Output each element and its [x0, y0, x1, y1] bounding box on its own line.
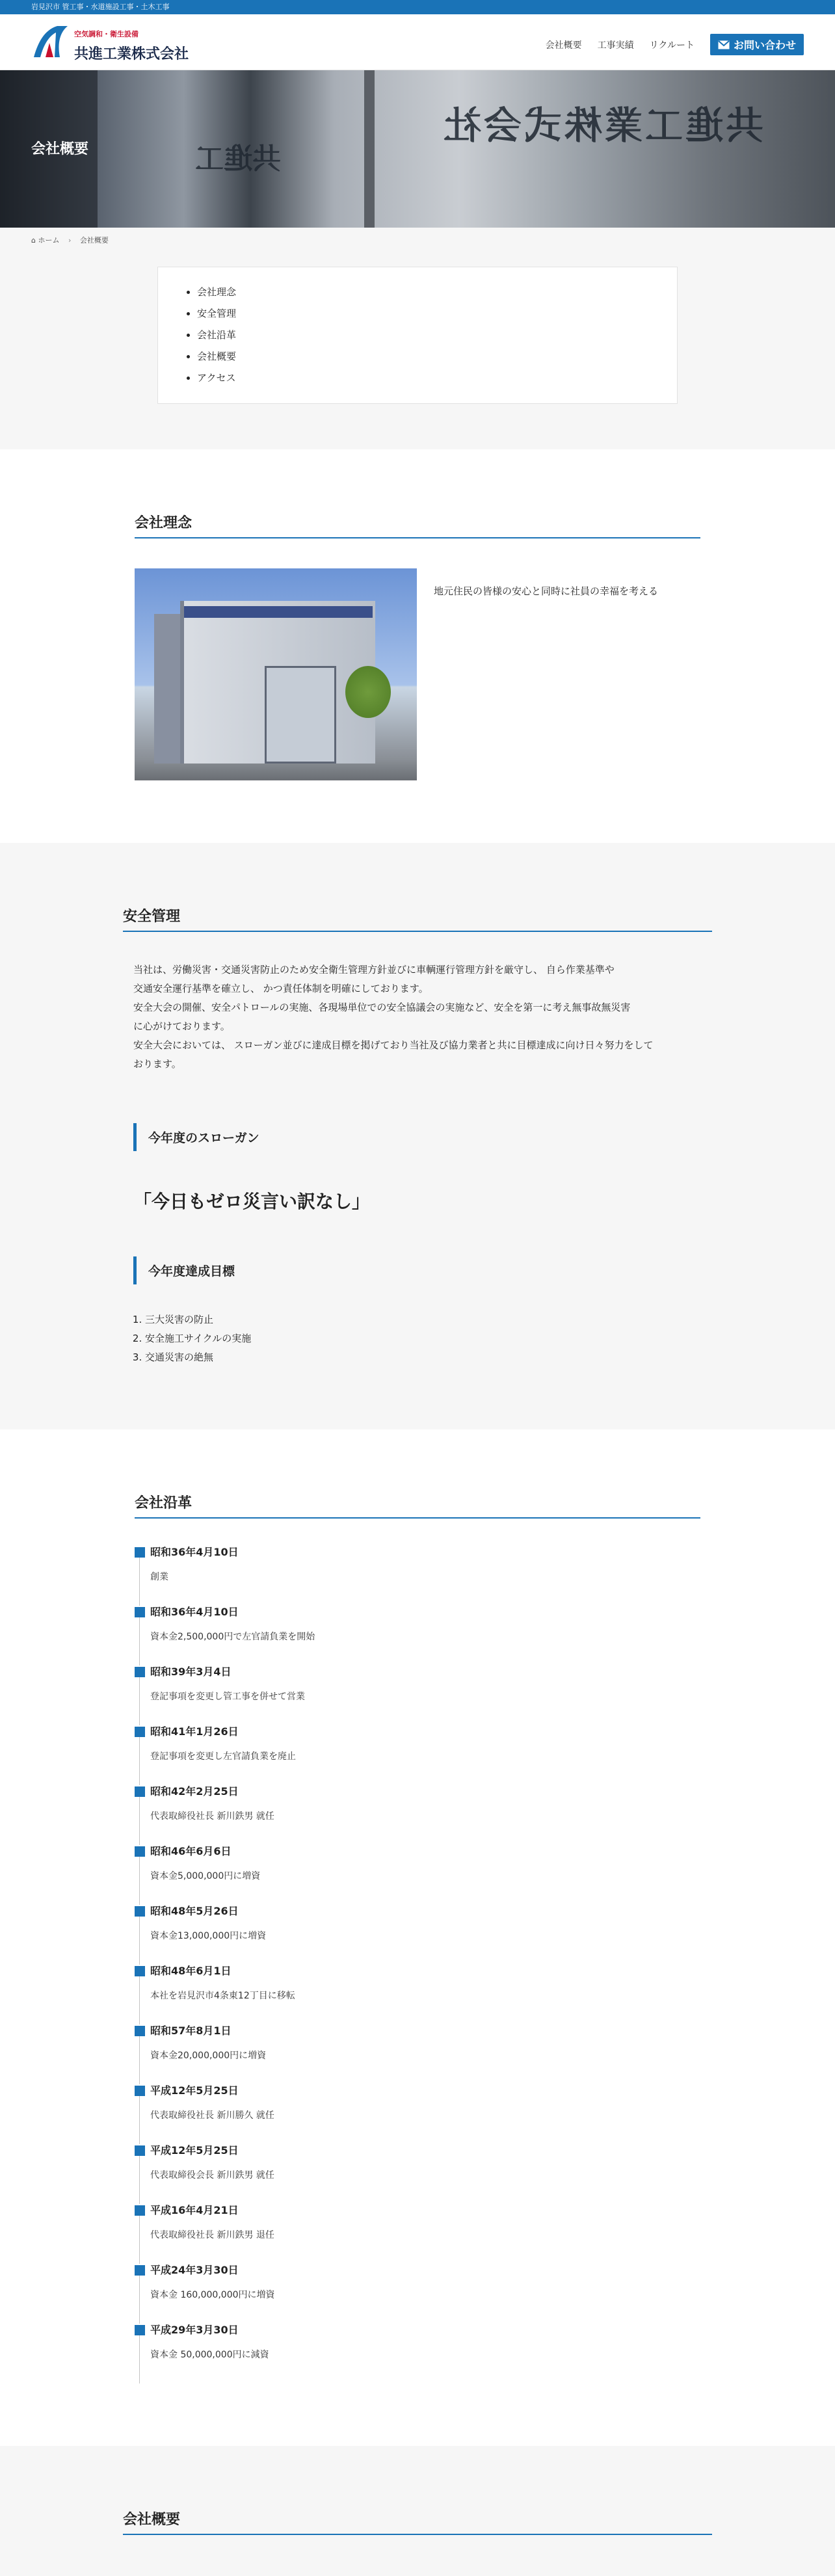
safety-paragraph-line: おります。: [133, 1058, 181, 1070]
timeline-desc: 本社を岩見沢市4条東12丁目に移転: [150, 1991, 295, 2001]
timeline-item: [135, 1965, 700, 2025]
global-nav: [546, 34, 804, 55]
breadcrumb-home[interactable]: ホーム: [38, 236, 60, 245]
site-header: [0, 14, 835, 70]
breadcrumb-current: 会社概要: [79, 236, 109, 245]
timeline-date: 平成29年3月30日: [150, 2324, 239, 2336]
timeline-desc: 資本金20,000,000円に増資: [150, 2051, 267, 2061]
timeline-marker-icon: [135, 1727, 145, 1737]
timeline-date: 昭和36年4月10日: [150, 1606, 239, 1618]
timeline-date: 昭和36年4月10日: [150, 1546, 239, 1558]
timeline-desc: 資本金2,500,000円で左官請負業を開始: [150, 1632, 315, 1642]
contact-button[interactable]: [710, 34, 804, 55]
nav-item-works[interactable]: 工事実績: [597, 40, 634, 51]
logo-subtitle: 空気調和・衛生設備: [74, 30, 139, 38]
timeline-desc: 登記事項を変更し管工事を併せて営業: [150, 1692, 305, 1702]
section-title-safety: 安全管理: [123, 905, 712, 932]
timeline-date: 昭和57年8月1日: [150, 2025, 232, 2037]
hero-sign-text: 共進工業株式会社: [440, 103, 763, 148]
timeline-desc: 代表取締役社長 新川勝久 就任: [150, 2110, 274, 2121]
goal-item: 1. 三大災害の防止: [145, 1310, 712, 1329]
timeline-item: [135, 2324, 700, 2383]
timeline-item: [135, 1785, 700, 1845]
timeline-desc: 資本金5,000,000円に増資: [150, 1871, 261, 1881]
goal-item: 2. 安全施工サイクルの実施: [145, 1329, 712, 1348]
timeline-item: [135, 1606, 700, 1666]
timeline-marker-icon: [135, 2325, 145, 2335]
safety-paragraph-line: 交通安全運行基準を確立し、 かつ責任体制を明確にしております。: [133, 983, 429, 994]
safety-section: [0, 843, 835, 1429]
goal-item: 3. 交通災害の絶無: [145, 1348, 712, 1367]
breadcrumb: [0, 228, 835, 254]
timeline-item: [135, 2025, 700, 2084]
timeline-item: [135, 1725, 700, 1785]
toc-item-access[interactable]: • アクセス: [197, 367, 651, 389]
chevron-right-icon: ›: [68, 236, 72, 245]
safety-paragraph-line: 安全大会の開催、安全パトロールの実施、各現場単位での安全協議会の実施など、安全を第一に考え無事故無災害: [133, 1002, 631, 1013]
history-section: [0, 1429, 835, 2446]
timeline-marker-icon: [135, 1667, 145, 1677]
timeline-desc: 代表取締役会長 新川鉄男 就任: [150, 2170, 274, 2181]
timeline-marker-icon: [135, 1607, 145, 1617]
safety-paragraph-line: 当社は、労働災害・交通災害防止のため安全衛生管理方針並びに車輌運行管理方針を厳守し、 自ら作業基準や: [133, 964, 615, 976]
page-title: 会社概要: [31, 141, 89, 157]
safety-paragraph-line: に心がけております。: [133, 1020, 230, 1032]
slogan-heading: 今年度のスローガン: [133, 1123, 712, 1151]
timeline-desc: 資本金 50,000,000円に減資: [150, 2350, 269, 2360]
timeline-date: 平成24年3月30日: [150, 2264, 239, 2276]
safety-paragraph: [123, 961, 712, 1074]
timeline-date: 平成16年4月21日: [150, 2204, 239, 2216]
logo-company-name: 共進工業株式会社: [74, 46, 189, 62]
philosophy-section: [0, 449, 835, 843]
timeline-date: 昭和46年6月6日: [150, 1845, 232, 1857]
timeline-date: 昭和39年3月4日: [150, 1666, 232, 1678]
hero-window-frame: [364, 70, 375, 228]
timeline-marker-icon: [135, 2026, 145, 2036]
logo-mark-icon: [31, 23, 70, 60]
timeline-item: [135, 2204, 700, 2264]
timeline-marker-icon: [135, 1846, 145, 1857]
top-bar: [0, 0, 835, 14]
timeline-marker-icon: [135, 1966, 145, 1976]
timeline-item: [135, 1546, 700, 1606]
section-title-history: 会社沿革: [135, 1492, 700, 1519]
timeline-item: [135, 2264, 700, 2324]
top-bar-text: 岩見沢市 管工事・水道施設工事・土木工事: [31, 3, 170, 11]
toc-item-safety[interactable]: • 安全管理: [197, 303, 651, 325]
timeline-desc: 創業: [150, 1572, 168, 1582]
safety-paragraph-line: 安全大会においては、 スローガン並びに達成目標を掲げており当社及び協力業者と共に目標達成に向け日々努力をして: [133, 1039, 654, 1051]
section-title-philosophy: 会社理念: [135, 512, 700, 538]
timeline-marker-icon: [135, 2145, 145, 2156]
timeline-marker-icon: [135, 1906, 145, 1917]
toc-item-overview[interactable]: • 会社概要: [197, 346, 651, 367]
timeline-marker-icon: [135, 2205, 145, 2216]
toc-section: [0, 254, 835, 449]
overview-section: [0, 2446, 835, 2576]
home-icon: ⌂: [31, 236, 36, 245]
timeline-marker-icon: [135, 1786, 145, 1797]
timeline-item: [135, 2144, 700, 2204]
history-timeline: [135, 1546, 700, 2383]
goals-list: [133, 1310, 712, 1367]
mail-icon: [718, 40, 730, 49]
timeline-date: 平成12年5月25日: [150, 2084, 239, 2097]
site-logo[interactable]: [31, 23, 200, 62]
philosophy-text: 地元住民の皆様の安心と同時に社員の幸福を考える: [434, 585, 659, 597]
timeline-marker-icon: [135, 1547, 145, 1558]
company-building-photo: [135, 568, 417, 780]
timeline-date: 昭和48年5月26日: [150, 1905, 239, 1917]
toc-item-philosophy[interactable]: • 会社理念: [197, 282, 651, 303]
timeline-marker-icon: [135, 2086, 145, 2096]
toc-item-history[interactable]: • 会社沿革: [197, 325, 651, 346]
timeline-item: [135, 1845, 700, 1905]
page-hero: [0, 70, 835, 228]
timeline-date: 昭和41年1月26日: [150, 1725, 239, 1738]
timeline-item: [135, 1905, 700, 1965]
section-title-overview: 会社概要: [123, 2508, 712, 2535]
timeline-desc: 資本金 160,000,000円に増資: [150, 2290, 275, 2300]
timeline-date: 昭和42年2月25日: [150, 1785, 239, 1798]
nav-item-recruit[interactable]: リクルート: [649, 40, 695, 51]
timeline-item: [135, 2084, 700, 2144]
timeline-desc: 資本金13,000,000円に増資: [150, 1931, 267, 1941]
timeline-desc: 登記事項を変更し左官請負業を廃止: [150, 1751, 296, 1762]
slogan-text: 「今日もゼロ災言い訳なし」: [133, 1191, 371, 1212]
timeline-desc: 代表取締役社長 新川鉄男 就任: [150, 1811, 274, 1822]
timeline-date: 昭和48年6月1日: [150, 1965, 232, 1977]
timeline-marker-icon: [135, 2265, 145, 2276]
goals-heading: 今年度達成目標: [133, 1256, 712, 1284]
timeline-item: [135, 1666, 700, 1725]
table-of-contents: [157, 267, 678, 404]
contact-button-label: お問い合わせ: [733, 39, 796, 51]
nav-item-company[interactable]: 会社概要: [545, 40, 582, 51]
timeline-date: 平成12年5月25日: [150, 2144, 239, 2157]
hero-sign-text-reflection: 共進工: [195, 142, 281, 176]
timeline-desc: 代表取締役社長 新川鉄男 退任: [150, 2230, 274, 2240]
